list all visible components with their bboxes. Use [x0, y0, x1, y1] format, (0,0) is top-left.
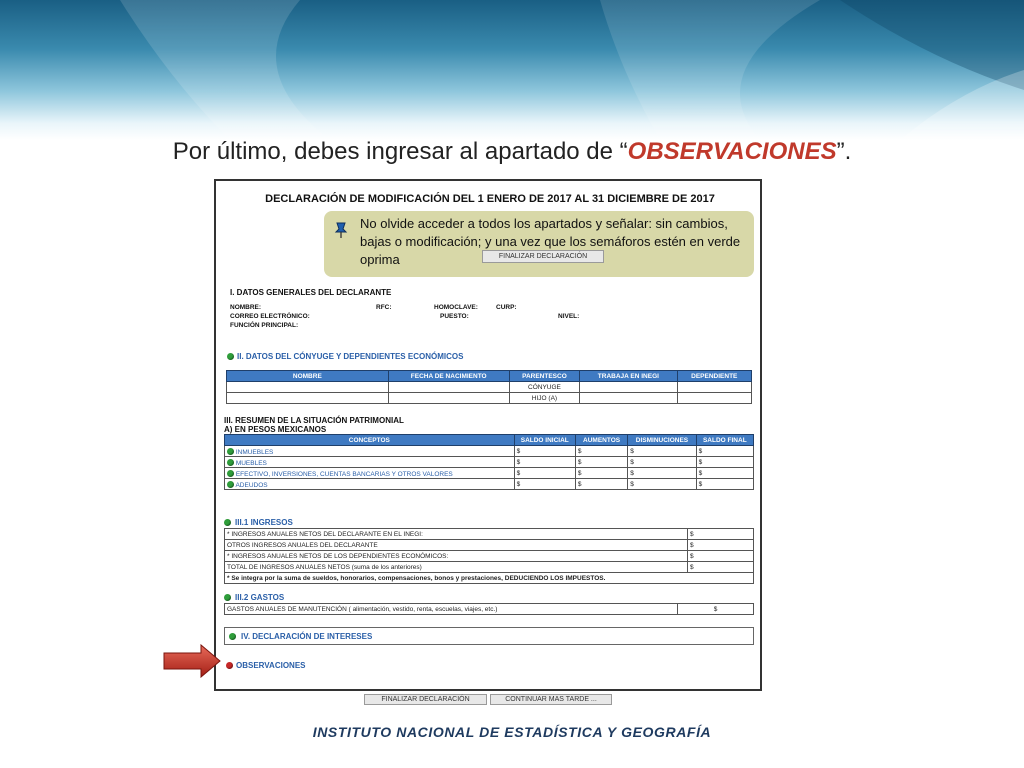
banner-wave-decoration [0, 0, 1024, 140]
dependents-table [226, 370, 752, 404]
adeudos-link[interactable]: ADEUDOS [235, 481, 268, 489]
efectivo-link[interactable]: EFECTIVO, INVERSIONES, CUENTAS BANCARIAS Y OTROS VALORES [235, 470, 453, 478]
section1-title: I. DATOS GENERALES DEL DECLARANTE [230, 288, 392, 297]
notice-box [324, 211, 754, 277]
status-green-icon [227, 470, 234, 477]
table-row: INMUEBLES $ $ $ $ [225, 446, 754, 457]
table-row: ADEUDOS $ $ $ $ [225, 479, 754, 490]
table-row: GASTOS ANUALES DE MANUTENCIÓN ( alimentación, vestido, renta, escuelas, viajes, etc.) $ [225, 604, 754, 615]
muebles-link[interactable]: MUEBLES [235, 459, 267, 467]
footer-institute: INSTITUTO NACIONAL DE ESTADÍSTICA Y GEOGRAFÍA [312, 724, 712, 740]
status-green-icon [227, 481, 234, 488]
intereses-box [224, 627, 754, 645]
intereses-link[interactable]: IV. DECLARACIÓN DE INTERESES [241, 632, 373, 641]
pushpin-icon [332, 221, 350, 239]
label-correo: CORREO ELECTRÓNICO: [230, 313, 310, 320]
table-row: TOTAL DE INGRESOS ANUALES NETOS (suma de los anteriores) $ [225, 562, 754, 573]
red-arrow-icon [163, 644, 221, 678]
status-green-icon [224, 594, 231, 601]
table-row: MUEBLES $ $ $ $ [225, 457, 754, 468]
gastos-link[interactable]: III.2 GASTOS [235, 593, 285, 602]
table-row: OTROS INGRESOS ANUALES DEL DECLARANTE $ [225, 540, 754, 551]
col-header: AUMENTOS [575, 435, 627, 446]
label-nombre: NOMBRE: [230, 304, 262, 311]
declaration-form-screenshot [214, 179, 762, 691]
table-row: EFECTIVO, INVERSIONES, CUENTAS BANCARIAS Y OTROS VALORES $ $ $ $ [225, 468, 754, 479]
status-green-icon [224, 519, 231, 526]
label-curp: CURP: [496, 304, 517, 311]
col-header: SALDO FINAL [696, 435, 753, 446]
title-emphasis: OBSERVACIONES [627, 138, 837, 165]
finalize-bottom-button[interactable]: FINALIZAR DECLARACIÓN [364, 694, 487, 705]
section3-title: III. RESUMEN DE LA SITUACIÓN PATRIMONIAL [224, 416, 404, 425]
ingresos-link[interactable]: III.1 INGRESOS [235, 518, 293, 527]
col-header: DEPENDIENTE [677, 371, 751, 382]
table-row: CÓNYUGE [227, 382, 752, 393]
status-green-icon [227, 448, 234, 455]
label-puesto: PUESTO: [440, 313, 469, 320]
table-row: HIJO (A) [227, 393, 752, 404]
status-green-icon [227, 459, 234, 466]
label-homoclave: HOMOCLAVE: [434, 304, 478, 311]
status-red-icon [226, 662, 233, 669]
gastos-table [224, 603, 754, 615]
col-header: PARENTESCO [509, 371, 579, 382]
label-nivel: NIVEL: [558, 313, 580, 320]
continue-later-button[interactable]: CONTINUAR MAS TARDE ... [490, 694, 612, 705]
header-banner [0, 0, 1024, 140]
col-header: SALDO INICIAL [514, 435, 575, 446]
label-funcion: FUNCIÓN PRINCIPAL: [230, 322, 299, 329]
table-row: * INGRESOS ANUALES NETOS DE LOS DEPENDIENTES ECONÓMICOS: $ [225, 551, 754, 562]
col-header: DISMINUCIONES [628, 435, 696, 446]
table-row [225, 573, 754, 584]
table-row: * INGRESOS ANUALES NETOS DEL DECLARANTE EN EL INEGI: $ [225, 529, 754, 540]
ingresos-table [224, 528, 754, 584]
inmuebles-link[interactable]: INMUEBLES [235, 448, 274, 456]
status-green-icon [229, 633, 236, 640]
col-header: TRABAJA EN INEGI [580, 371, 677, 382]
form-title: DECLARACIÓN DE MODIFICACIÓN DEL 1 ENERO DE 2017 AL 31 DICIEMBRE DE 2017 [265, 193, 715, 205]
section3-subtitle: A) EN PESOS MEXICANOS [224, 425, 327, 434]
col-header: NOMBRE [227, 371, 389, 382]
notice-text: No olvide acceder a todos los apartados y señalar: sin cambios, bajas o modificación; y una vez que los semáforos estén en verde oprima [360, 216, 741, 267]
ingresos-note: * Se integra por la suma de sueldos, honorarios, compensaciones, bonos y prestaciones, DEDUCIENDO LOS IMPUESTOS. [225, 573, 754, 584]
status-green-icon [227, 353, 234, 360]
label-rfc: RFC: [376, 304, 392, 311]
col-header: FECHA DE NACIMIENTO [388, 371, 509, 382]
section2-link[interactable]: II. DATOS DEL CÓNYUGE Y DEPENDIENTES ECONÓMICOS [237, 352, 464, 361]
slide-title: Por último, debes ingresar al apartado de “OBSERVACIONES”. [172, 138, 852, 165]
observaciones-link[interactable]: OBSERVACIONES [236, 661, 306, 670]
finalize-button[interactable]: FINALIZAR DECLARACIÓN [482, 250, 604, 263]
patrimony-table [224, 434, 754, 490]
col-header: CONCEPTOS [225, 435, 515, 446]
